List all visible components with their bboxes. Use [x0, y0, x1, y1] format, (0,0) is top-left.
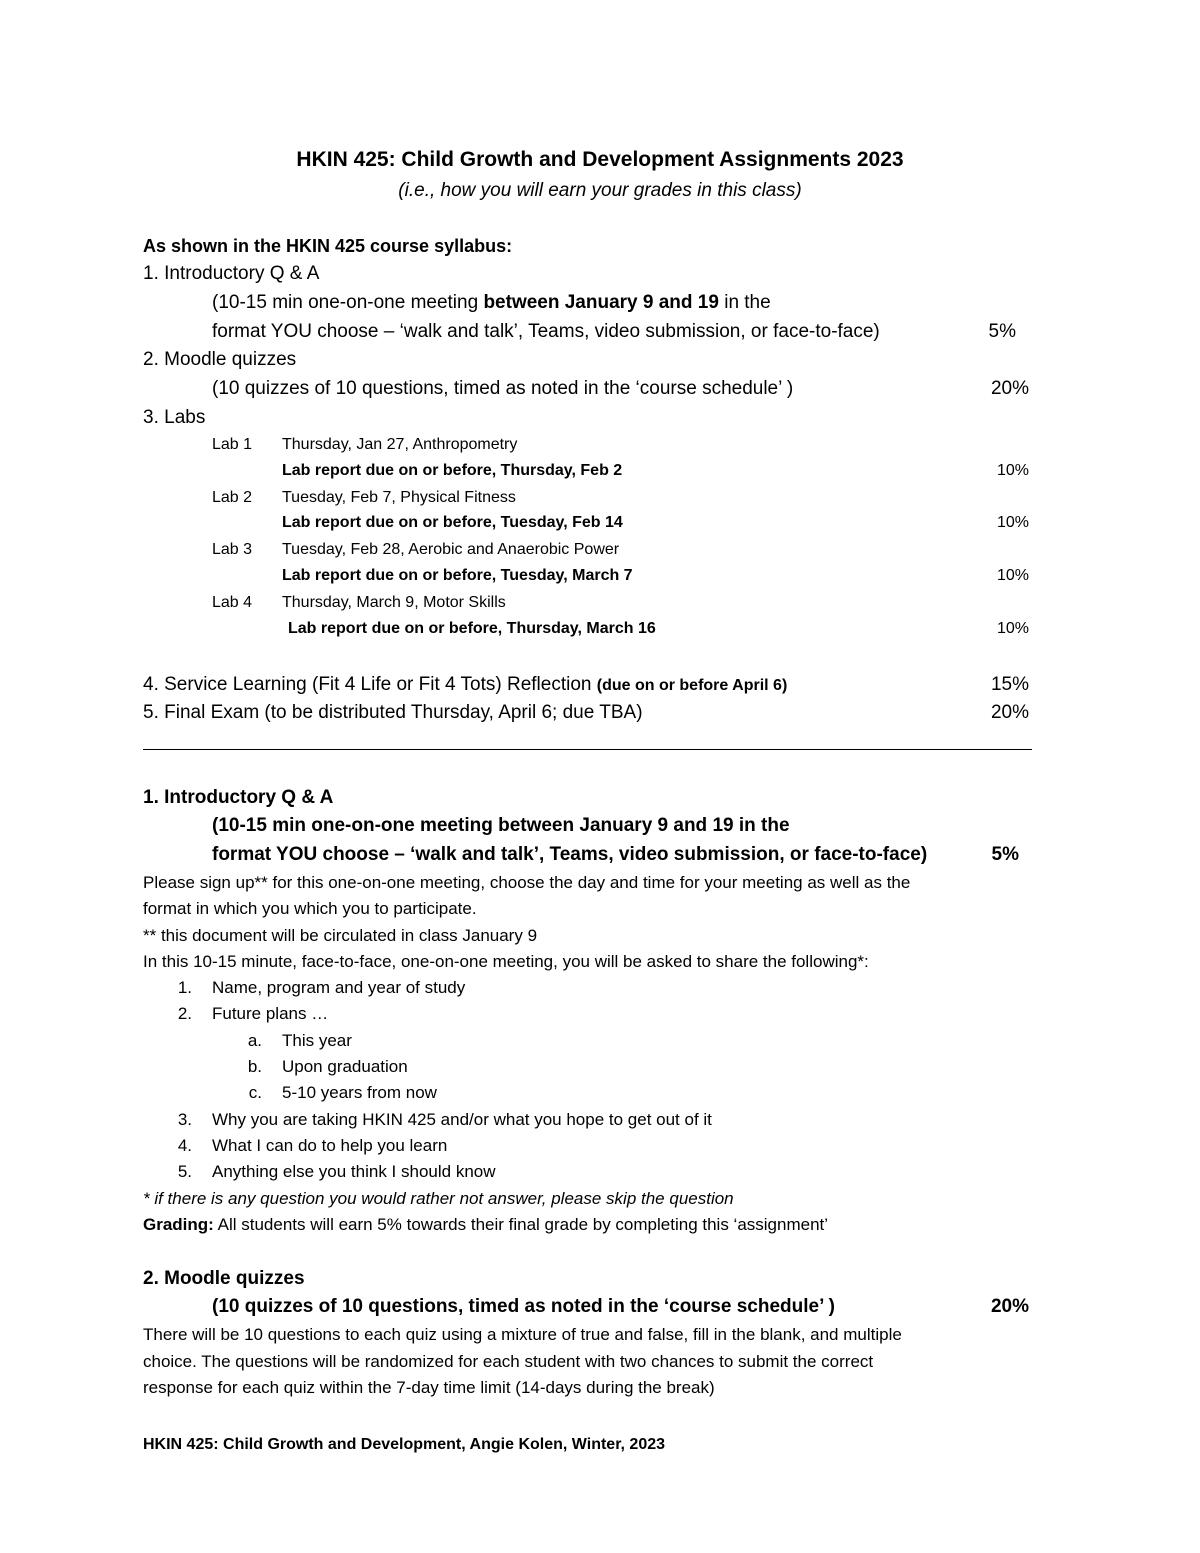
lab-1-session: Thursday, Jan 27, Anthropometry: [282, 436, 518, 453]
lab-2-percent: 10%: [996, 514, 1029, 531]
lab-1-label: Lab 1: [212, 436, 253, 453]
lab-1-percent: 10%: [996, 462, 1029, 479]
section-1-percent: 5%: [991, 844, 1019, 865]
section-1-line2: format YOU choose – ‘walk and talk’, Teams, video submission, or face-to-face): [212, 844, 928, 865]
lab-1-due: Lab report due on or before, Thursday, Feb 2: [282, 462, 623, 479]
list-number: 3.: [177, 1110, 192, 1129]
section-1-paragraph-line2: format in which you which you to participate.: [143, 899, 477, 918]
list-letter: c.: [248, 1083, 262, 1102]
summary-item-5-percent: 20%: [990, 702, 1029, 723]
grading-label: Grading:: [143, 1215, 214, 1234]
list-number: 5.: [177, 1162, 192, 1181]
summary-item-1-line1-start: (10-15 min one-on-one meeting: [212, 292, 484, 313]
lab-4-due: Lab report due on or before, Thursday, March 16: [288, 620, 656, 637]
section-1-heading: 1. Introductory Q & A: [143, 787, 334, 808]
list-number: 4.: [177, 1136, 192, 1155]
summary-item-1-line2: format YOU choose – ‘walk and talk’, Teams, video submission, or face-to-face): [212, 321, 880, 342]
list-item: What I can do to help you learn: [212, 1136, 448, 1155]
summary-item-3-label: 3. Labs: [143, 407, 206, 428]
lab-3-percent: 10%: [996, 567, 1029, 584]
grading-text: All students will earn 5% towards their final grade by completing this ‘assignment’: [213, 1215, 829, 1234]
section-2-percent: 20%: [990, 1296, 1029, 1317]
section-2-paragraph-line3: response for each quiz within the 7-day time limit (14-days during the break): [143, 1378, 715, 1397]
list-letter: b.: [247, 1057, 262, 1076]
section-1-footnote: * if there is any question you would rather not answer, please skip the question: [143, 1189, 734, 1208]
lab-4-percent: 10%: [996, 620, 1029, 637]
list-item: Upon graduation: [282, 1057, 408, 1076]
lab-3-label: Lab 3: [212, 541, 253, 558]
lab-4-label: Lab 4: [212, 594, 253, 611]
section-2-heading: 2. Moodle quizzes: [143, 1268, 305, 1289]
lab-4-session: Thursday, March 9, Motor Skills: [282, 594, 506, 611]
summary-item-1-percent: 5%: [988, 321, 1016, 342]
lab-2-label: Lab 2: [212, 489, 253, 506]
page-footer: HKIN 425: Child Growth and Development, Angie Kolen, Winter, 2023: [143, 1436, 666, 1453]
section-2-line1: (10 quizzes of 10 questions, timed as noted in the ‘course schedule’ ): [212, 1296, 835, 1317]
section-1-line1: (10-15 min one-on-one meeting between January 9 and 19 in the: [212, 815, 790, 836]
lab-3-session: Tuesday, Feb 28, Aerobic and Anaerobic Power: [282, 541, 620, 558]
list-item: Name, program and year of study: [212, 978, 466, 997]
list-item: Future plans …: [212, 1004, 329, 1023]
summary-item-1-dates: between January 9 and 19: [483, 292, 719, 313]
page-subtitle: (i.e., how you will earn your grades in this class): [398, 180, 802, 201]
lab-3-due: Lab report due on or before, Tuesday, March 7: [282, 567, 633, 584]
summary-item-1-line1: [212, 293, 771, 312]
list-number: 1.: [177, 978, 192, 997]
summary-item-2-label: 2. Moodle quizzes: [143, 349, 297, 370]
summary-item-2-percent: 20%: [990, 378, 1029, 399]
section-1-intro: In this 10-15 minute, face-to-face, one-on-one meeting, you will be asked to share the following*:: [143, 952, 869, 971]
summary-item-5-label: 5. Final Exam (to be distributed Thursday, April 6; due TBA): [143, 702, 643, 723]
summary-item-2-detail: (10 quizzes of 10 questions, timed as noted in the ‘course schedule’ ): [212, 378, 794, 399]
summary-item-4-percent: 15%: [990, 674, 1029, 695]
summary-item-1-label: 1. Introductory Q & A: [143, 263, 320, 284]
summary-item-4-due: (due on or before April 6): [596, 677, 788, 694]
section-divider: [143, 749, 1032, 750]
lab-2-due: Lab report due on or before, Tuesday, Feb 14: [282, 514, 623, 531]
summary-item-4-label: 4. Service Learning (Fit 4 Life or Fit 4 Tots) Reflection: [143, 674, 597, 695]
section-2-paragraph-line2: choice. The questions will be randomized for each student with two chances to submit the correct: [143, 1352, 874, 1371]
summary-item-4: [143, 675, 787, 694]
summary-item-1-line1-tail: in the: [718, 292, 771, 313]
list-item: Anything else you think I should know: [212, 1162, 496, 1181]
list-item: Why you are taking HKIN 425 and/or what you hope to get out of it: [212, 1110, 712, 1129]
list-letter: a.: [247, 1031, 262, 1050]
list-item: 5-10 years from now: [282, 1083, 437, 1102]
section-1-grading: [143, 1216, 828, 1233]
list-item: This year: [282, 1031, 352, 1050]
list-number: 2.: [177, 1004, 192, 1023]
syllabus-heading: As shown in the HKIN 425 course syllabus:: [143, 236, 513, 256]
section-2-paragraph-line1: There will be 10 questions to each quiz using a mixture of true and false, fill in the blank, and multiple: [143, 1325, 902, 1344]
section-1-paragraph-line1: Please sign up** for this one-on-one meeting, choose the day and time for your meeting as well as the: [143, 873, 911, 892]
lab-2-session: Tuesday, Feb 7, Physical Fitness: [282, 489, 516, 506]
page-title: HKIN 425: Child Growth and Development Assignments 2023: [296, 148, 904, 171]
section-1-note: ** this document will be circulated in class January 9: [143, 926, 538, 945]
